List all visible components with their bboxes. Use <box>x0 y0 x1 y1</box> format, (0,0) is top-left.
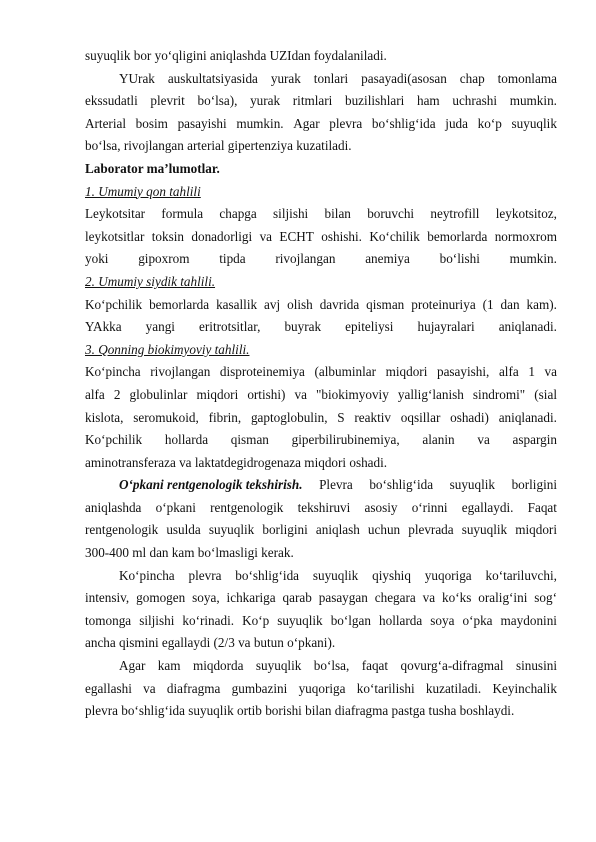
word: (sial <box>534 386 557 402</box>
word: Ko‘pincha <box>85 364 141 380</box>
word: dan <box>500 296 520 312</box>
word: auskultatsiyasida <box>167 70 258 86</box>
word: rentgenologik <box>85 522 159 538</box>
word: Faqat <box>527 499 557 515</box>
word: oshadi) <box>450 409 489 425</box>
word: borligini <box>262 522 308 538</box>
word: suyuqlik <box>461 522 508 538</box>
word: aniqlashda <box>85 499 142 515</box>
word: (1 <box>482 296 494 312</box>
word: ko‘tarilishi <box>356 680 415 696</box>
word: oshishi. <box>321 228 362 244</box>
xray-lead: O‘pkani rentgenologik tekshirish. <box>119 477 303 493</box>
word: asosiy <box>364 499 398 515</box>
word: qisman <box>366 296 405 312</box>
text-line <box>85 655 557 678</box>
word: tipda <box>219 251 246 267</box>
word: qisman <box>230 432 269 448</box>
word: miqdori <box>385 364 428 380</box>
word: avj <box>264 296 281 312</box>
word: oqsillar <box>400 409 441 425</box>
word: chegara <box>374 590 416 606</box>
word: sog‘ <box>534 590 557 606</box>
word: mumkin. <box>509 251 557 267</box>
word: borligini <box>511 477 557 493</box>
word: qarab <box>282 590 312 606</box>
word: formula <box>161 206 204 222</box>
word: bo‘lsa), <box>197 93 238 109</box>
word: eritrotsitlar, <box>199 319 261 335</box>
word: epiteliysi <box>345 319 394 335</box>
word: kam <box>157 658 181 674</box>
word: aniqlanadi. <box>498 409 557 425</box>
word: rivojlangan <box>275 251 336 267</box>
word: olish <box>287 296 313 312</box>
word: yoki <box>85 251 109 267</box>
word: va <box>259 228 273 244</box>
word: egallaydi. <box>461 499 514 515</box>
word: Agar <box>119 658 146 674</box>
word: Agar <box>293 115 320 131</box>
text-line: ancha qismini egallaydi (2/3 va butun o‘pkani). <box>85 635 336 651</box>
word: hujayralari <box>417 319 475 335</box>
word: uchrashi <box>452 93 498 109</box>
word: suyuqlik <box>255 658 302 674</box>
word: maydonini <box>500 612 557 628</box>
word: va <box>422 590 436 606</box>
word: qiyshiq <box>372 567 411 583</box>
text-line <box>85 384 557 407</box>
word: diafragma <box>166 680 221 696</box>
word: plevrada <box>408 522 454 538</box>
word: pasayishi <box>177 115 227 131</box>
word: sinusini <box>515 658 557 674</box>
text-line <box>85 68 557 91</box>
word: neytrofill <box>430 206 480 222</box>
word: plevrit <box>150 93 185 109</box>
word: 1 <box>528 364 535 380</box>
word: aniqlash <box>315 522 360 538</box>
text-line <box>85 429 557 452</box>
word: Ko‘pchilik <box>85 296 143 312</box>
word: donadorligi <box>191 228 253 244</box>
text-line <box>85 587 557 610</box>
subheading-biochemistry: 3. Qonning biokimyoviy tahlili. <box>85 341 250 357</box>
word: chap <box>459 70 485 86</box>
word: seromukoid, <box>133 409 199 425</box>
word: bo‘shlig‘ida <box>369 477 434 493</box>
word: buyrak <box>284 319 322 335</box>
word: yurak <box>250 93 281 109</box>
word: yallig‘lanish <box>397 386 464 402</box>
word: ko‘p <box>477 115 502 131</box>
word: toksin <box>151 228 184 244</box>
text-line <box>85 316 557 339</box>
word: gomogen <box>136 590 186 606</box>
word: o‘rinni <box>411 499 448 515</box>
word: ECHT <box>279 228 314 244</box>
word: tomonga <box>85 612 132 628</box>
word: alfa <box>498 364 519 380</box>
word: globulinlar <box>129 386 188 402</box>
word: tonlari <box>313 70 349 86</box>
word: siljishi <box>273 206 309 222</box>
word: bemorlarda <box>427 228 488 244</box>
word: bilan <box>324 206 351 222</box>
word: yuqoriga <box>298 680 346 696</box>
word: reaktiv <box>354 409 392 425</box>
word: kasallik <box>216 296 258 312</box>
word: gaptoglobulin, <box>250 409 328 425</box>
text-line <box>85 248 557 271</box>
subheading-urine-test: 2. Umumiy siydik tahlili. <box>85 273 216 289</box>
word: kuzatiladi. <box>425 680 482 696</box>
word: anemiya <box>365 251 410 267</box>
word: o‘pka <box>462 612 493 628</box>
text-line <box>85 678 557 701</box>
word: o‘pkani <box>155 499 196 515</box>
word: ritmlari <box>292 93 333 109</box>
text-line: bo‘lsa, rivojlangan arterial gipertenziya kuzatiladi. <box>85 138 352 154</box>
text-line <box>85 294 557 317</box>
word: "biokimyoviy <box>316 386 389 402</box>
word: Leykotsitar <box>85 206 146 222</box>
word: va <box>477 432 490 448</box>
word: Arterial <box>85 115 127 131</box>
word: usulda <box>166 522 201 538</box>
word: va <box>544 364 557 380</box>
word: Plevra <box>319 477 353 493</box>
word: bo‘lishi <box>439 251 480 267</box>
text-line <box>85 474 557 497</box>
word: oralig‘ini <box>478 590 528 606</box>
word: bo‘shlig‘ida <box>235 567 300 583</box>
word: intensiv, <box>85 590 130 606</box>
word: fibrin, <box>208 409 242 425</box>
word: rivojlangan <box>150 364 211 380</box>
word: egallashi <box>85 680 132 696</box>
word: mumkin. <box>509 93 557 109</box>
word: ichkariga <box>226 590 276 606</box>
word: bo‘lsa, <box>313 658 350 674</box>
word: YUrak <box>119 70 155 86</box>
word: ortishi) <box>247 386 286 402</box>
word: bosim <box>135 115 168 131</box>
word: S <box>337 409 345 425</box>
word: aniqlanadi. <box>498 319 557 335</box>
word: bo‘shlig‘ida <box>371 115 436 131</box>
word: yangi <box>145 319 175 335</box>
word: bo‘lgan <box>330 612 371 628</box>
word: miqdori <box>515 522 557 538</box>
word: plevra <box>188 567 222 583</box>
word: Keyinchalik <box>492 680 557 696</box>
word: kislota, <box>85 409 124 425</box>
document-page <box>85 45 557 723</box>
word: yuqoriga <box>424 567 472 583</box>
word: 2 <box>113 386 121 402</box>
word: Ko‘pchilik <box>85 432 143 448</box>
text-line <box>85 361 557 384</box>
subheading-blood-test: 1. Umumiy qon tahlili <box>85 183 201 199</box>
text-line <box>85 113 557 136</box>
word: leykotsitlar <box>85 228 145 244</box>
word: uchun <box>367 522 401 538</box>
word: ekssudatli <box>85 93 138 109</box>
word: Ko‘pincha <box>119 567 175 583</box>
word: faqat <box>361 658 389 674</box>
word: normoxrom <box>494 228 557 244</box>
word: pasaygan <box>318 590 368 606</box>
text-line <box>85 407 557 430</box>
word: miqdorda <box>192 658 244 674</box>
word: suyuqlik <box>511 115 557 131</box>
word: suyuqlik <box>277 612 323 628</box>
word: juda <box>445 115 468 131</box>
text-line <box>85 226 557 249</box>
word: soya, <box>192 590 220 606</box>
word: bemorlarda <box>149 296 210 312</box>
word: tomonlama <box>497 70 557 86</box>
word: va <box>294 386 307 402</box>
text-line <box>85 497 557 520</box>
word: alanin <box>422 432 455 448</box>
word: proteinuriya <box>411 296 476 312</box>
word: pasayishi, <box>436 364 490 380</box>
word: suyuqlik <box>312 567 359 583</box>
text-line: aminotransferaza va laktatdegidrogenaza miqdori oshadi. <box>85 454 388 470</box>
word: buzilishlari <box>344 93 405 109</box>
word: qovurg‘a-difragmal <box>400 658 504 674</box>
text-line <box>85 519 557 542</box>
text-line <box>85 610 557 633</box>
word: sindromi" <box>472 386 526 402</box>
text-line <box>85 203 557 226</box>
word: suyuqlik <box>449 477 496 493</box>
word: giperbilirubinemiya, <box>291 432 400 448</box>
word: gipoxrom <box>138 251 190 267</box>
word: kam). <box>526 296 557 312</box>
word: Ko‘p <box>242 612 270 628</box>
text-line <box>85 565 557 588</box>
text-line: 300-400 ml dan kam bo‘lmasligi kerak. <box>85 545 294 561</box>
text-line: suyuqlik bor yo‘qligini aniqlashda UZIdan foydalaniladi. <box>85 48 387 63</box>
word: mumkin. <box>236 115 284 131</box>
word: va <box>143 680 156 696</box>
word: YAkka <box>85 319 122 335</box>
word: chapga <box>219 206 257 222</box>
word: gumbazini <box>231 680 288 696</box>
text-line <box>85 90 557 113</box>
word: (albuminlar <box>314 364 377 380</box>
word: davrida <box>319 296 360 312</box>
section-heading: Laborator ma’lumotlar. <box>85 160 220 176</box>
word: tekshiruvi <box>297 499 351 515</box>
word: leykotsitoz, <box>495 206 557 222</box>
word: boruvchi <box>367 206 415 222</box>
word: plevra <box>329 115 363 131</box>
word: disproteinemiya <box>219 364 305 380</box>
word: soya <box>430 612 455 628</box>
word: ham <box>416 93 440 109</box>
word: aspargin <box>512 432 557 448</box>
word: siljishi <box>139 612 175 628</box>
word: hollarda <box>164 432 209 448</box>
word: alfa <box>85 386 105 402</box>
word: rentgenologik <box>210 499 284 515</box>
word: yurak <box>270 70 301 86</box>
word: suyuqlik <box>208 522 255 538</box>
word: ko‘tariluvchi, <box>485 567 557 583</box>
text-line: plevra bo‘shlig‘ida suyuqlik ortib borishi bilan diafragma pastga tusha boshlaydi. <box>85 703 515 719</box>
word: hollarda <box>379 612 423 628</box>
word: miqdori <box>196 386 239 402</box>
word: pasayadi(asosan <box>361 70 447 86</box>
word: ko‘rinadi. <box>182 612 235 628</box>
word: Ko‘chilik <box>369 228 420 244</box>
word: ko‘ks <box>442 590 472 606</box>
